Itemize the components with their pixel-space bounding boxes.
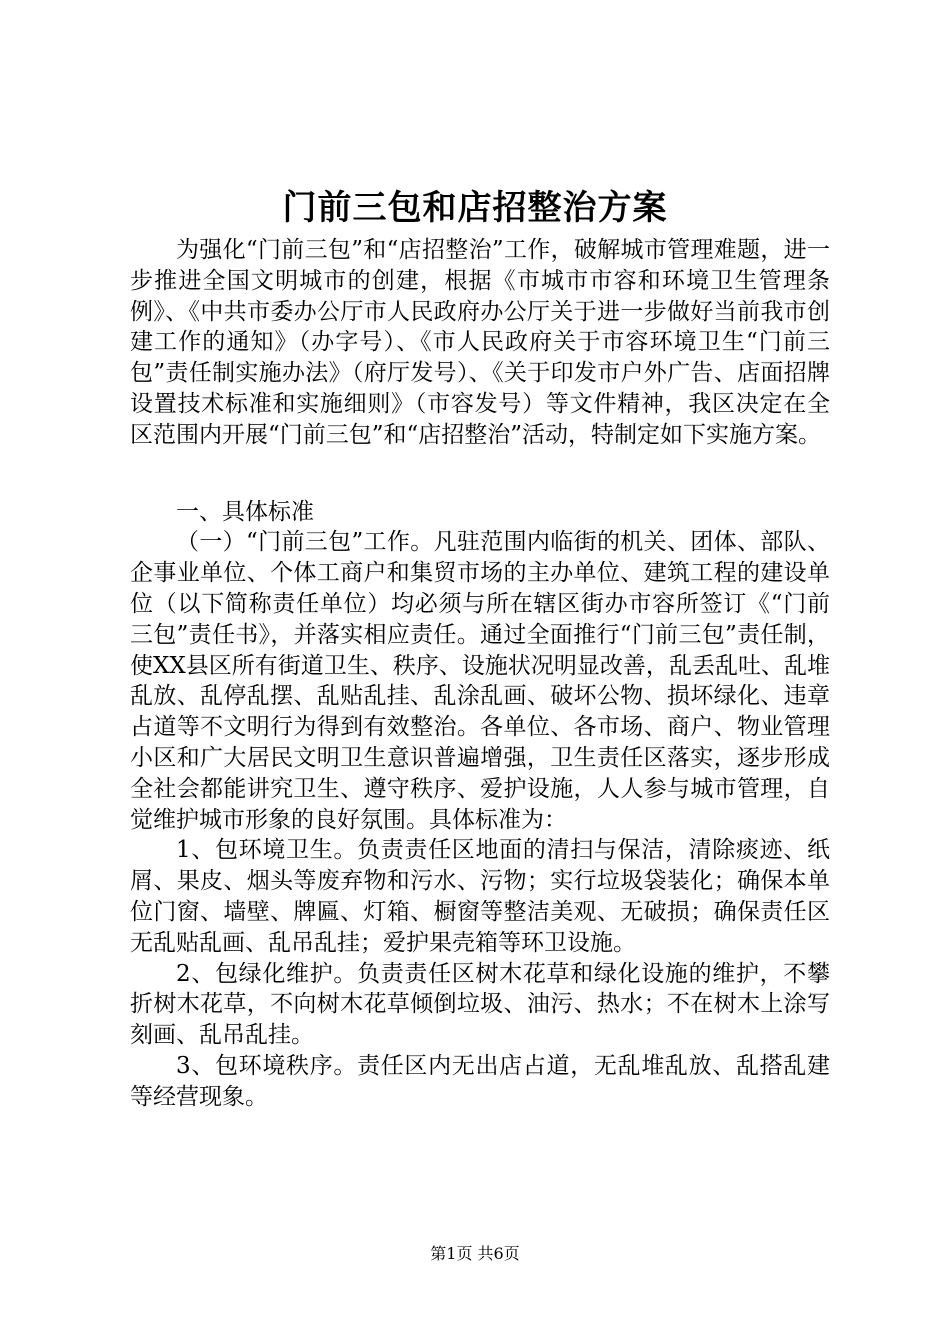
item1-paragraph: 1、包环境卫生。负责责任区地面的清扫与保洁，清除痰迹、纸屑、果皮、烟头等废弃物和污水、污物；实行垃圾袋装化；确保本单位门窗、墙壁、牌匾、灯箱、橱窗等整洁美观、无破损；确保责任区无乱贴乱画、乱吊乱挂；爱护果壳箱等环卫设施。 [130,837,830,956]
document-body [130,235,830,1113]
page-footer: 第1页 共6页 [430,1244,520,1263]
item2-paragraph: 2、包绿化维护。负责责任区树木花草和绿化设施的维护，不攀折树木花草，不向树木花草倾倒垃圾、油污、热水；不在树木上涂写刻画、乱吊乱挂。 [130,960,830,1049]
document-title: 门前三包和店招整治方案 [282,188,668,228]
section-heading: 一、具体标准 [176,498,314,525]
item3-paragraph: 3、包环境秩序。责任区内无出店占道，无乱堆乱放、乱搭乱建等经营现象。 [130,1052,830,1110]
part1-paragraph: （一）“门前三包”工作。凡驻范围内临街的机关、团体、部队、企事业单位、个体工商户和集贸市场的主办单位、建筑工程的建设单位（以下简称责任单位）均必须与所在辖区街办市容所签订《“门前三包”责任书》，并落实相应责任。通过全面推行“门前三包”责任制，使XX县区所有街道卫生、秩序、设施状况明显改善，乱丢乱吐、乱堆乱放、乱停乱摆、乱贴乱挂、乱涂乱画、破坏公物、损坏绿化、违章占道等不文明行为得到有效整治。各单位、各市场、商户、物业管理小区和广大居民文明卫生意识普遍增强，卫生责任区落实，逐步形成全社会都能讲究卫生、遵守秩序、爱护设施，人人参与城市管理，自觉维护城市形象的良好氛围。具体标准为： [130,529,830,833]
intro-paragraph: 为强化“门前三包”和“店招整治”工作，破解城市管理难题，进一步推进全国文明城市的创建，根据《市城市市容和环境卫生管理条例》、《中共市委办公厅市人民政府办公厅关于进一步做好当前我市创建工作的通知》（办字号）、《市人民政府关于市容环境卫生“门前三包”责任制实施办法》（府厅发号）、《关于印发市户外广告、店面招牌设置技术标准和实施细则》（市容发号）等文件精神，我区决定在全区范围内开展“门前三包”和“店招整治”活动，特制定如下实施方案。 [130,237,830,448]
paragraph-spacer [130,451,830,497]
